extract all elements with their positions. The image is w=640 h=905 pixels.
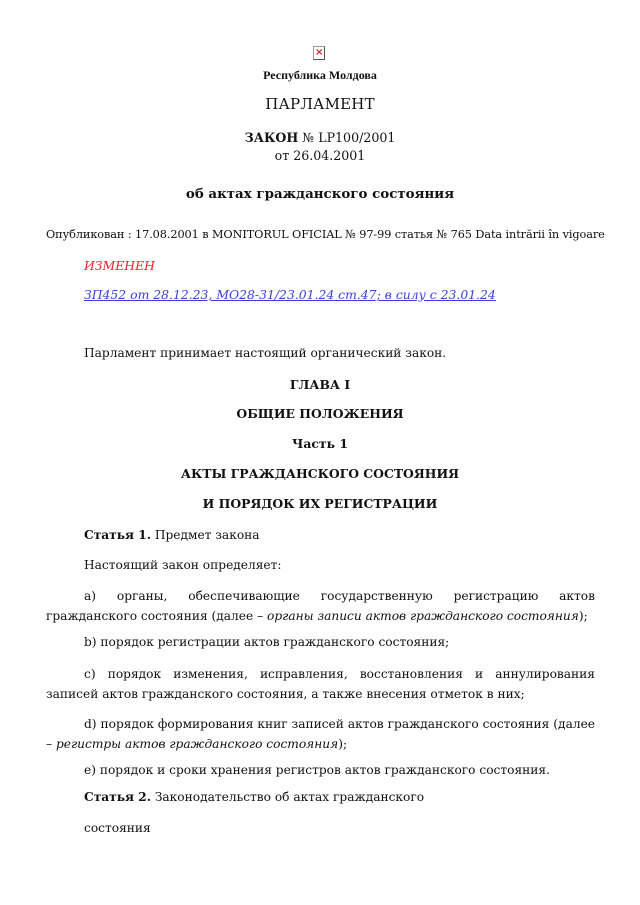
article-1-item-e: e) порядок и сроки хранения регистров актов гражданского состояния. xyxy=(84,763,550,777)
law-number-value: № LP100/2001 xyxy=(298,130,396,145)
chapter-title: ОБЩИЕ ПОЛОЖЕНИЯ xyxy=(236,406,404,421)
law-number xyxy=(0,130,640,145)
amendment-link[interactable]: ЗП452 от 28.12.23, MO28-31/23.01.24 ст.47; в силу с 23.01.24 xyxy=(84,287,496,302)
defined-term: регистры актов гражданского состояния xyxy=(55,737,339,751)
publication-info: Опубликован : 17.08.2001 в MONITORUL OFICIAL № 97-99 статья № 765 Data intrării în vigoare xyxy=(46,228,605,241)
law-label: ЗАКОН xyxy=(244,130,299,145)
broken-image-icon: × xyxy=(315,47,324,58)
article-1-heading xyxy=(84,528,260,542)
country-name: Республика Молдова xyxy=(263,68,377,82)
article-1-item-c: c) порядок изменения, исправления, восстановления и аннулирования записей актов гражданского состояния, а также внесения отметок в них; xyxy=(46,667,595,701)
defined-term: органы записи актов гражданского состояния xyxy=(267,609,579,623)
article-1-intro: Настоящий закон определяет: xyxy=(84,558,282,572)
chapter-heading: ГЛАВА I xyxy=(289,377,351,392)
article-1-item-b: b) порядок регистрации актов гражданского состояния; xyxy=(84,635,450,649)
issuing-body: ПАРЛАМЕНТ xyxy=(265,95,375,113)
law-date: от 26.04.2001 xyxy=(274,148,366,163)
article-1-label: Статья 1. xyxy=(84,528,151,542)
article-1-item-d: d) порядок формирования книг записей актов гражданского состояния (далее – регистры актов гражданского состояния); xyxy=(46,717,595,751)
law-title: об актах гражданского состояния xyxy=(185,186,455,202)
part-title-line-1: АКТЫ ГРАЖДАНСКОГО СОСТОЯНИЯ xyxy=(180,466,460,481)
article-2-label: Статья 2. xyxy=(84,790,151,804)
article-2-title-continuation: состояния xyxy=(84,821,151,835)
article-1-title: Предмет закона xyxy=(150,528,260,542)
article-2-title: Законодательство об актах гражданского xyxy=(150,790,425,804)
amendment-status: ИЗМЕНЕН xyxy=(84,258,155,273)
part-heading: Часть 1 xyxy=(292,436,348,451)
article-2-heading xyxy=(84,790,424,804)
preamble: Парламент принимает настоящий органический закон. xyxy=(84,346,447,360)
part-title-line-2: И ПОРЯДОК ИХ РЕГИСТРАЦИИ xyxy=(202,496,438,511)
article-1-item-a: a) органы, обеспечивающие государственную регистрацию актов гражданского состояния (далее – органы записи актов гражданского состояния); xyxy=(46,589,595,623)
